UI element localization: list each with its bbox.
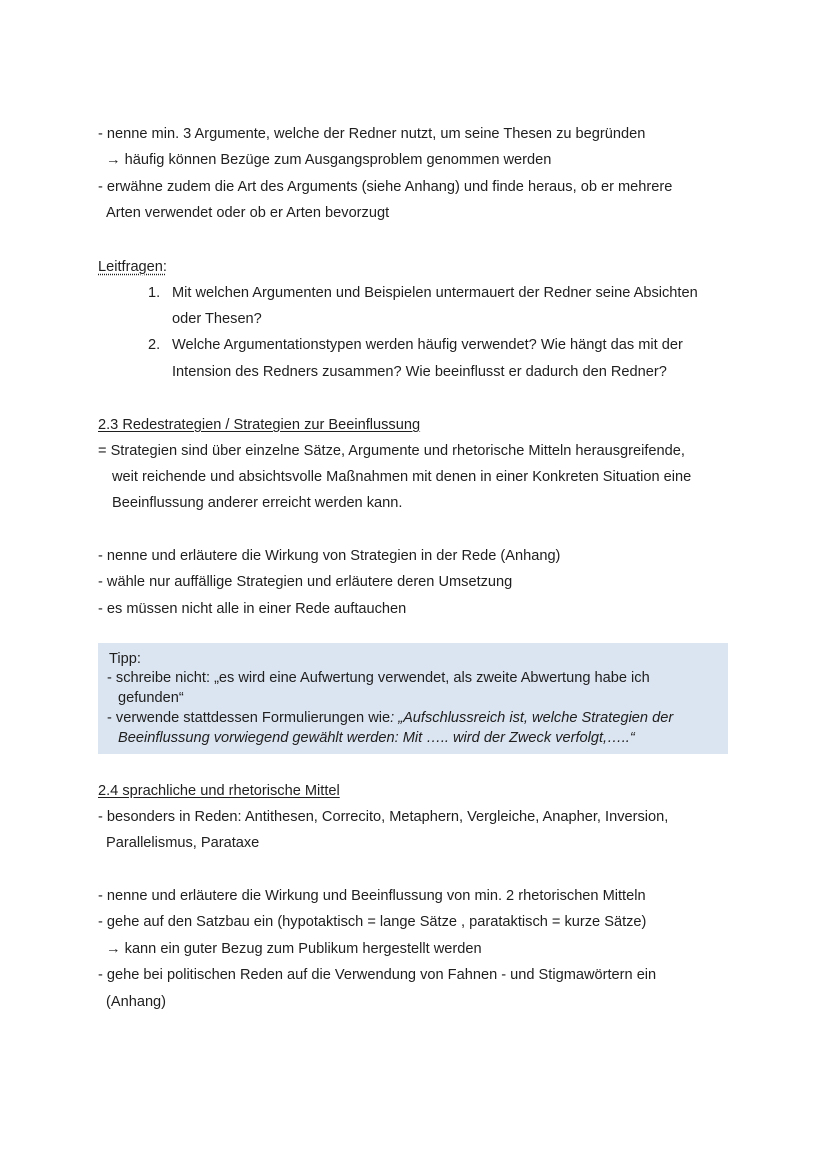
- rhetoric-bullet-5: (Anhang): [106, 994, 167, 1010]
- tip-title: Tipp:: [109, 651, 141, 667]
- argument-instruction-2: → häufig können Bezüge zum Ausgangsproblem genommen werden: [106, 152, 552, 168]
- question-2-continuation: Intension des Redners zusammen? Wie beeinflusst er dadurch den Redner?: [172, 364, 667, 380]
- question-1: [148, 283, 698, 303]
- question-number: 1.: [148, 285, 161, 301]
- question-2: [148, 335, 683, 355]
- definition-line-1: = Strategien sind über einzelne Sätze, Argumente und rhetorische Mitteln herausgreifende,: [98, 443, 685, 459]
- rhetoric-bullet-1: - nenne und erläutere die Wirkung und Beeinflussung von min. 2 rhetorischen Mitteln: [98, 888, 646, 904]
- rhetoric-bullet-4: - gehe bei politischen Reden auf die Verwendung von Fahnen - und Stigmawörtern ein: [98, 967, 657, 983]
- tip-bullet-2-example: : „Aufschlussreich ist, welche Strategien der: [390, 710, 674, 726]
- question-text: Mit welchen Argumenten und Beispielen untermauert der Redner seine Absichten: [172, 285, 698, 301]
- strategy-bullet-1: - nenne und erläutere die Wirkung von Strategien in der Rede (Anhang): [98, 548, 561, 564]
- argument-instruction-1: - nenne min. 3 Argumente, welche der Redner nutzt, um seine Thesen zu begründen: [98, 126, 646, 142]
- definition-line-2: weit reichende und absichtsvolle Maßnahmen mit denen in einer Konkreten Situation eine: [112, 469, 692, 485]
- tip-bullet-1: - schreibe nicht: „es wird eine Aufwertung verwendet, als zweite Abwertung habe ich: [107, 670, 650, 686]
- section-2-3-heading: 2.3 Redestrategien / Strategien zur Beeinflussung: [98, 417, 421, 433]
- question-number: 2.: [148, 337, 161, 353]
- definition-line-3: Beeinflussung anderer erreicht werden kann.: [112, 495, 403, 511]
- section-2-4-heading: 2.4 sprachliche und rhetorische Mittel: [98, 783, 340, 799]
- tip-bullet-2: [107, 708, 673, 728]
- strategy-bullet-2: - wähle nur auffällige Strategien und erläutere deren Umsetzung: [98, 574, 513, 590]
- leitfragen-title: Leitfragen:: [98, 259, 167, 275]
- strategy-bullet-3: - es müssen nicht alle in einer Rede auftauchen: [98, 601, 407, 617]
- rhetoric-bullet-2: - gehe auf den Satzbau ein (hypotaktisch = lange Sätze , parataktisch = kurze Sätze): [98, 914, 647, 930]
- rhetoric-intro-1: - besonders in Reden: Antithesen, Correcito, Metaphern, Vergleiche, Anapher, Inversion,: [98, 809, 669, 825]
- tip-box: [98, 643, 728, 754]
- tip-bullet-2-continuation: Beeinflussung vorwiegend gewählt werden: Mit ….. wird der Zweck verfolgt,…..“: [118, 730, 635, 746]
- question-1-continuation: oder Thesen?: [172, 311, 262, 327]
- rhetoric-intro-2: Parallelismus, Parataxe: [106, 835, 260, 851]
- rhetoric-bullet-3: → kann ein guter Bezug zum Publikum hergestellt werden: [106, 941, 482, 957]
- argument-instruction-3: - erwähne zudem die Art des Arguments (siehe Anhang) und finde heraus, ob er mehrere: [98, 179, 673, 195]
- question-text: Welche Argumentationstypen werden häufig verwendet? Wie hängt das mit der: [172, 337, 683, 353]
- argument-instruction-4: Arten verwendet oder ob er Arten bevorzugt: [106, 205, 390, 221]
- tip-bullet-2-prefix: - verwende stattdessen Formulierungen wie: [107, 710, 391, 726]
- tip-bullet-1-continuation: gefunden“: [118, 690, 184, 706]
